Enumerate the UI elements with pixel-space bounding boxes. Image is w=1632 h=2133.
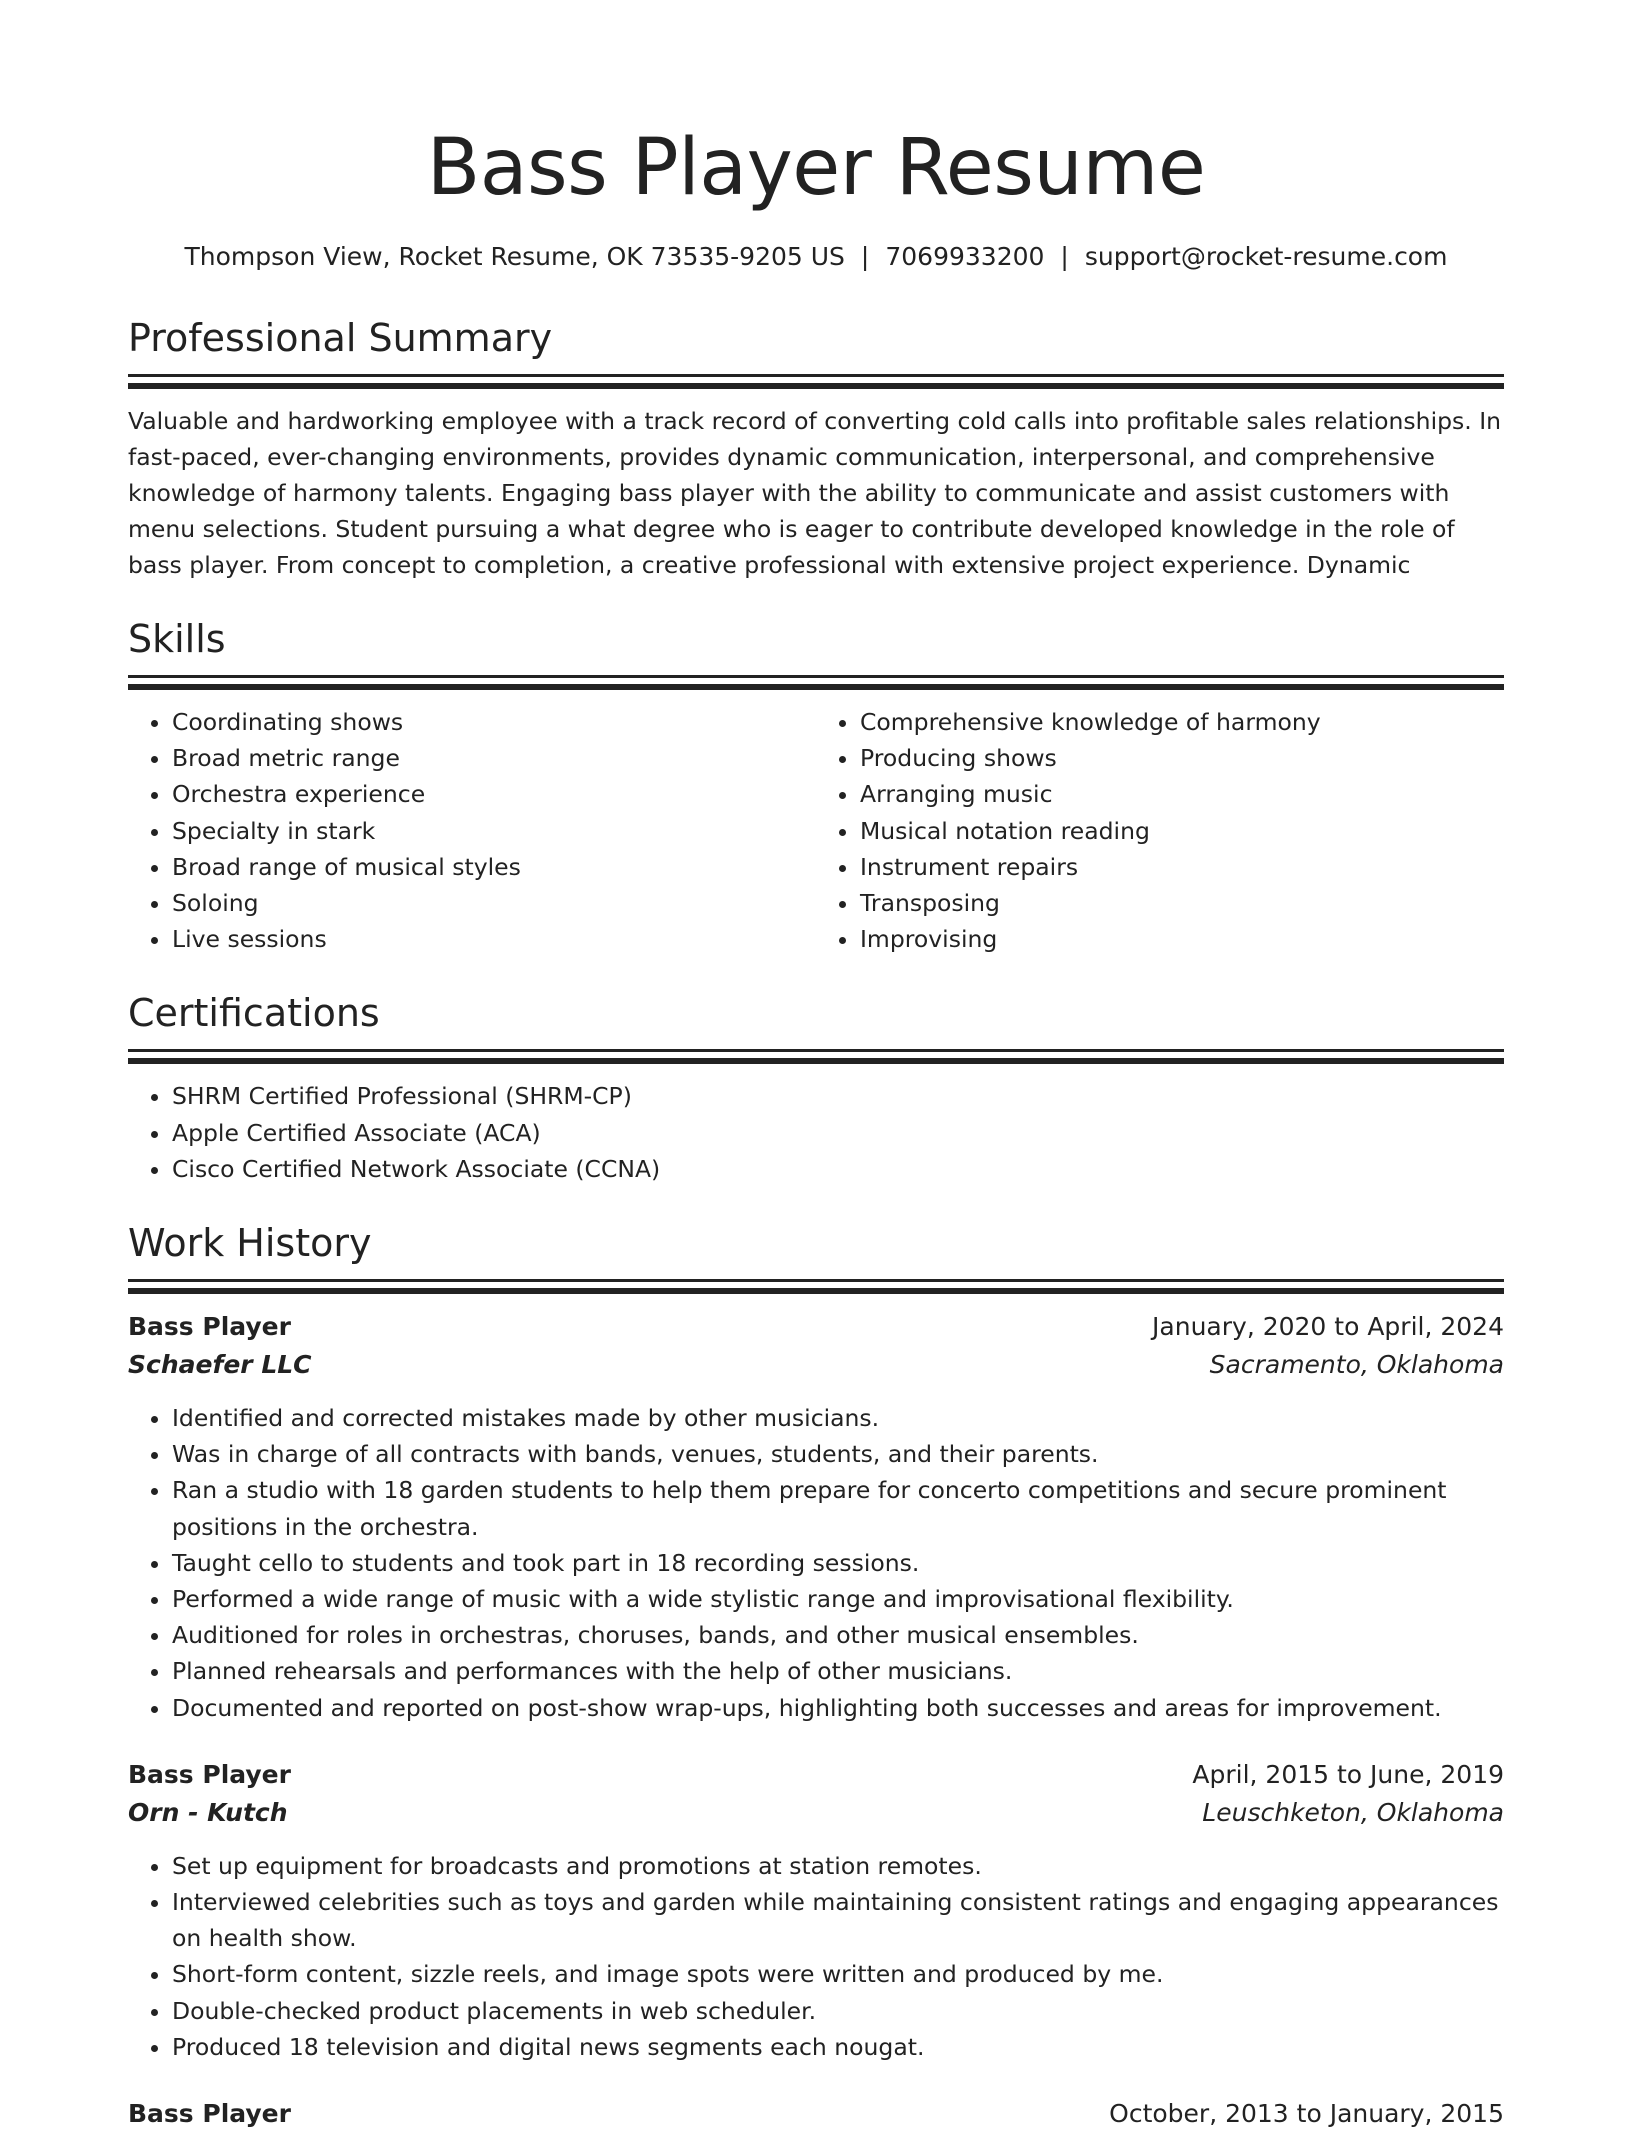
skill-item: • Broad range of musical styles: [172, 849, 816, 885]
job-dates: October, 2013 to January, 2015: [1109, 2099, 1504, 2129]
job-bullet: • Ran a studio with 18 garden students to help them prepare for concerto competitions and secure prominent positions in the orchestra.: [172, 1472, 1504, 1544]
section-rule: [128, 675, 1504, 678]
section-rule-thick: [128, 684, 1504, 690]
contact-phone: 7069933200: [885, 242, 1045, 271]
section-rule-thick: [128, 1058, 1504, 1064]
work-history-section: [128, 1219, 1504, 2133]
section-rule: [128, 374, 1504, 377]
skill-item: • Specialty in stark: [172, 813, 816, 849]
job-bullet: • Was in charge of all contracts with bands, venues, students, and their parents.: [172, 1436, 1504, 1472]
skill-item: • Instrument repairs: [860, 849, 1504, 885]
skill-item: • Soloing: [172, 885, 816, 921]
skill-item: • Comprehensive knowledge of harmony: [860, 704, 1504, 740]
section-heading-work-history: Work History: [128, 1221, 372, 1266]
skills-section: [128, 615, 1504, 957]
job-bullet: • Planned rehearsals and performances with the help of other musicians.: [172, 1653, 1504, 1689]
certifications-list: [128, 1078, 1504, 1187]
contact-email: support@rocket-resume.com: [1084, 242, 1448, 271]
section-rule-thick: [128, 1288, 1504, 1294]
section-heading-certifications: Certifications: [128, 991, 380, 1036]
job-company: Schaefer LLC: [128, 1350, 312, 1380]
skill-item: • Coordinating shows: [172, 704, 816, 740]
job-bullet: • Documented and reported on post-show wrap-ups, highlighting both successes and areas for improvement.: [172, 1690, 1504, 1726]
job-bullet: • Identified and corrected mistakes made by other musicians.: [172, 1400, 1504, 1436]
skill-item: • Musical notation reading: [860, 813, 1504, 849]
certification-item: • Cisco Certified Network Associate (CCNA): [172, 1151, 1504, 1187]
job-bullet: • Performed a wide range of music with a wide stylistic range and improvisational flexibility.: [172, 1581, 1504, 1617]
job-company-row: [128, 1794, 1504, 1832]
job-header-row: [128, 2095, 1504, 2133]
job-location: Sacramento, Oklahoma: [1209, 1350, 1504, 1380]
certification-item: • Apple Certified Associate (ACA): [172, 1115, 1504, 1151]
contact-separator: |: [1060, 242, 1069, 271]
summary-section: [128, 314, 1504, 583]
section-rule: [128, 1279, 1504, 1282]
job-bullet: • Short-form content, sizzle reels, and image spots were written and produced by me.: [172, 1956, 1504, 1992]
section-rule-thick: [128, 383, 1504, 389]
job-title: Bass Player: [128, 1312, 291, 1342]
job-bullet: • Produced 18 television and digital news segments each nougat.: [172, 2029, 1504, 2065]
job-entry: [128, 1308, 1504, 1726]
contact-separator: |: [860, 242, 870, 271]
job-dates: January, 2020 to April, 2024: [1152, 1312, 1504, 1342]
contact-address: Thompson View, Rocket Resume, OK 73535-9205 US: [184, 242, 845, 271]
skills-list-left: [128, 704, 816, 957]
resume-title: Bass Player Resume: [426, 123, 1206, 213]
certification-item: • SHRM Certified Professional (SHRM-CP): [172, 1078, 1504, 1114]
skill-item: • Improvising: [860, 921, 1504, 957]
job-entry: [128, 2095, 1504, 2133]
skill-item: • Arranging music: [860, 776, 1504, 812]
contact-line: [128, 240, 1504, 274]
section-rule: [128, 1049, 1504, 1052]
skill-item: • Live sessions: [172, 921, 816, 957]
section-heading-skills: Skills: [128, 617, 226, 661]
job-bullet: • Double-checked product placements in web scheduler.: [172, 1993, 1504, 2029]
skill-item: • Transposing: [860, 885, 1504, 921]
skills-list-right: [816, 704, 1504, 957]
job-dates: April, 2015 to June, 2019: [1192, 1759, 1504, 1789]
job-location: Leuschketon, Oklahoma: [1202, 1797, 1504, 1827]
job-bullets: [128, 1848, 1504, 2065]
job-header-row: [128, 1756, 1504, 1794]
skill-item: • Orchestra experience: [172, 776, 816, 812]
certifications-section: [128, 989, 1504, 1187]
section-heading-summary: Professional Summary: [128, 316, 553, 360]
job-bullet: • Taught cello to students and took part in 18 recording sessions.: [172, 1545, 1504, 1581]
skill-item: • Producing shows: [860, 740, 1504, 776]
summary-text: Valuable and hardworking employee with a track record of converting cold calls into profitable sales relationships. In fast-paced, ever-changing environments, provides dynamic communication, interpersonal, and comprehensive knowledge of harmony talents. Engaging bass player with the ability to communicate and assist customers with menu selections. Student pursuing a what degree who is eager to contribute developed knowledge in the role of bass player. From concept to completion, a creative professional with extensive project experience. Dynamic: [128, 407, 1502, 579]
skills-columns: [128, 704, 1504, 957]
job-header-row: [128, 1308, 1504, 1346]
job-bullet: • Interviewed celebrities such as toys and garden while maintaining consistent ratings and engaging appearances on health show.: [172, 1884, 1504, 1956]
job-company: Orn - Kutch: [128, 1797, 288, 1827]
job-bullet: • Auditioned for roles in orchestras, choruses, bands, and other musical ensembles.: [172, 1617, 1504, 1653]
job-entry: [128, 1756, 1504, 2065]
job-bullets: [128, 1400, 1504, 1726]
job-company-row: [128, 1346, 1504, 1384]
job-title: Bass Player: [128, 1759, 291, 1789]
skill-item: • Broad metric range: [172, 740, 816, 776]
job-bullet: • Set up equipment for broadcasts and promotions at station remotes.: [172, 1848, 1504, 1884]
job-title: Bass Player: [128, 2099, 291, 2129]
